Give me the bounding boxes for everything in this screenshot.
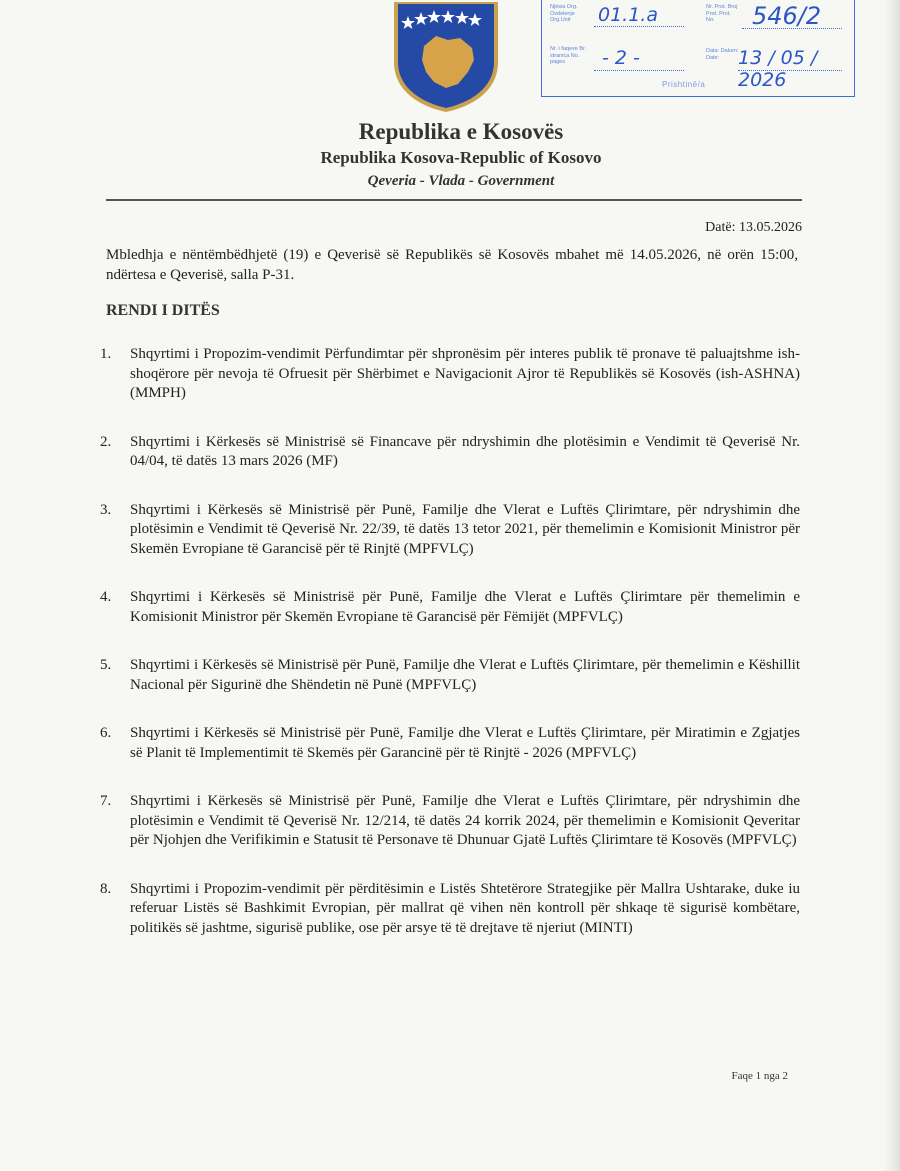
agenda-item-number: 6.	[100, 725, 112, 741]
agenda-item-text: Shqyrtimi i Propozim-vendimit për përditësimin e Listës Shtetërore Strategjike për Mallra Ushtarake, duke iu referuar Listës së Bashkimit Evropian, për mallrat që vihen nën kontroll për shkaqe të sigurisë kombëtare, politikës së jashtme, sigurisë publike, ose për arsye të të drejtave të njeriut (MINTI)	[130, 880, 800, 936]
kosovo-coat-of-arms-icon	[388, 0, 504, 114]
protocol-stamp	[541, 0, 855, 97]
agenda-item-number: 5.	[100, 657, 112, 673]
agenda-item-text: Shqyrtimi i Kërkesës së Ministrisë për Punë, Familje dhe Vlerat e Luftës Çlirimtare, për ndryshimin dhe plotësimin e Vendimit të Qeverisë Nr. 12/214, të datës 24 korrik 2024, për themelimin e Komisionit Qeveritar për Njohjen dhe Verifikimin e Statusit të Personave të Dhunuar Gjatë Luftës Çlirimtare të Kosovës (MPFVLÇ)	[130, 793, 800, 848]
agenda-item-text: Shqyrtimi i Propozim-vendimit Përfundimtar për shpronësim për interes publik të pronave të paluajtshme ish-shoqërore për nevoja të Ofruesit për Shërbimet e Navigacionit Ajror të Republikës së Kosovës (ish-ASHNA) (MMPH)	[130, 346, 800, 401]
stamp-city: Prishtinë/a	[662, 80, 706, 89]
stamp-unit-value: 01.1.a	[598, 4, 658, 26]
agenda-item-text: Shqyrtimi i Kërkesës së Ministrisë së Financave për ndryshimin dhe plotësimin e Vendimit të Qeverisë Nr. 04/04, të datës 13 mars 2026 (MF)	[130, 433, 800, 469]
header-divider	[106, 199, 802, 201]
agenda-item	[100, 724, 800, 763]
agenda-title: RENDI I DITËS	[106, 302, 220, 319]
agenda-item-number: 7.	[100, 793, 112, 809]
agenda-item-text: Shqyrtimi i Kërkesës së Ministrisë për Punë, Familje dhe Vlerat e Luftës Çlirimtare, për ndryshimin dhe plotësimin e Vendimit të Qeverisë Nr. 22/39, të datës 13 tetor 2021, për themelimin e Komisionit Ministror për Skemën Evropiane të Garancisë për të Rinjtë (MPFVLÇ)	[130, 501, 800, 557]
agenda-item	[100, 588, 800, 627]
agenda-item-text: Shqyrtimi i Kërkesës së Ministrisë për Punë, Familje dhe Vlerat e Luftës Çlirimtare, për Miratimin e Zgjatjes së Planit të Implementimit të Skemës për Garancinë për të Rinjtë - 2026 (MPFVLÇ)	[130, 725, 800, 761]
government-line: Qeveria - Vlada - Government	[367, 173, 555, 189]
republic-subtitle: Republika Kosova-Republic of Kosovo	[320, 148, 602, 167]
document-date: Datë: 13.05.2026	[705, 220, 802, 235]
agenda-item-text: Shqyrtimi i Kërkesës së Ministrisë për Punë, Familje dhe Vlerat e Luftës Çlirimtare, për themelimin e Këshillit Nacional për Sigurinë dhe Shëndetin në Punë (MPFVLÇ)	[130, 657, 800, 693]
agenda-item	[100, 501, 800, 560]
stamp-prot-value: 546/2	[752, 2, 822, 30]
stamp-pages-value: - 2 -	[602, 47, 640, 69]
agenda-list	[100, 345, 800, 938]
agenda-item-number: 4.	[100, 589, 112, 605]
stamp-date-label: Data: Datum: Date:	[706, 48, 739, 61]
stamp-pages-label: Nr. i faqeve Br. stranica No. pages	[550, 46, 587, 65]
agenda-item-number: 8.	[100, 880, 112, 897]
republic-title: Republika e Kosovës	[358, 119, 564, 144]
agenda-item-text: Shqyrtimi i Kërkesës së Ministrisë për Punë, Familje dhe Vlerat e Luftës Çlirimtare për themelimin e Komisionit Ministror për Skemën Evropiane të Garancisë për Fëmijët (MPFVLÇ)	[130, 589, 800, 625]
stamp-prot-label: Nr. Prot. Broj Prot. Prot. No.	[706, 4, 738, 23]
agenda-item	[100, 880, 800, 939]
agenda-item	[100, 792, 800, 851]
stamp-unit-label: Njësia Org. Ovdelenje Org.Unit	[550, 4, 578, 23]
agenda-item-number: 2.	[100, 433, 112, 450]
agenda-item-number: 3.	[100, 501, 112, 518]
agenda-item	[100, 433, 800, 472]
agenda-item-number: 1.	[100, 346, 112, 362]
meeting-intro: Mbledhja e nëntëmbëdhjetë (19) e Qeverisë së Republikës së Kosovës mbahet më 14.05.2026, në orën 15:00, ndërtesa e Qeverisë, salla P-31.	[106, 247, 798, 283]
letterhead	[0, 118, 900, 191]
agenda-item	[100, 345, 800, 404]
page-number: Faqe 1 nga 2	[731, 1070, 788, 1082]
stamp-date-value: 13 / 05 / 2026	[738, 47, 818, 91]
agenda-item	[100, 656, 800, 695]
